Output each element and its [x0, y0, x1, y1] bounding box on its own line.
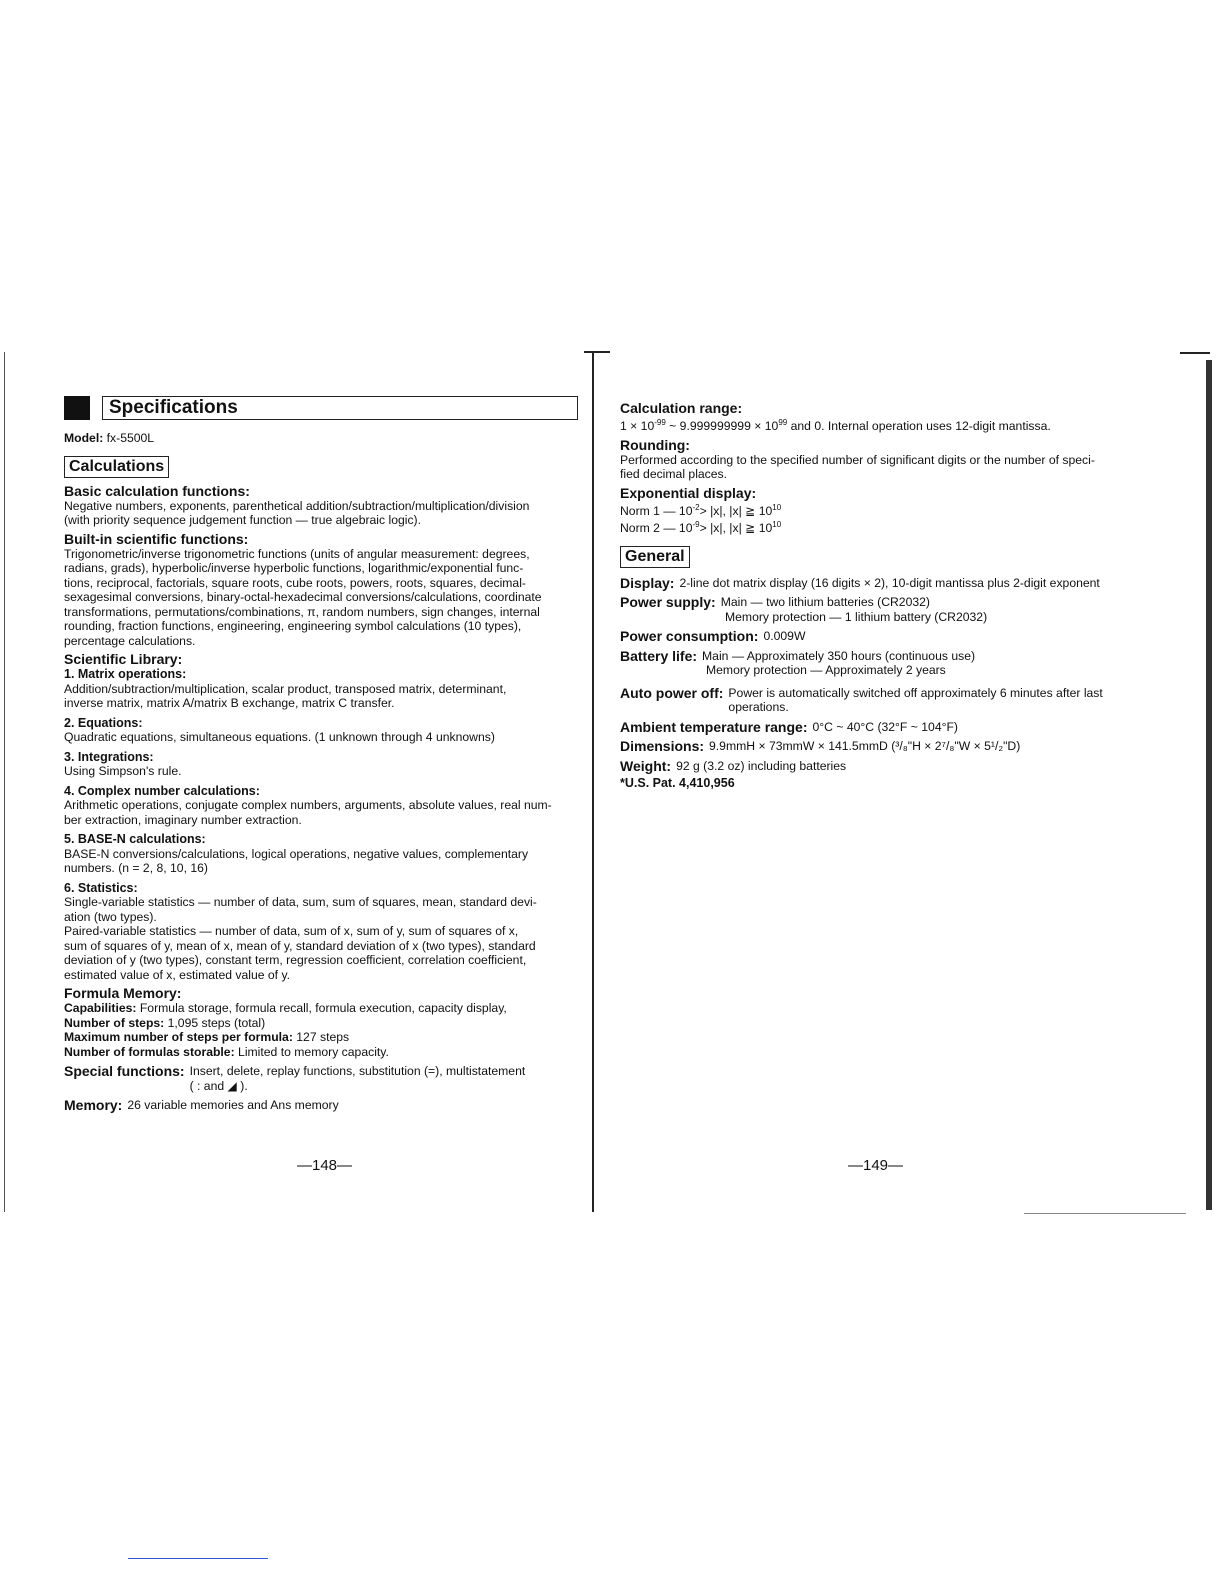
matrix-line: Addition/subtraction/multiplication, scalar product, transposed matrix, determinant, [64, 681, 507, 696]
range-c: and 0. Internal operation uses 12-digit mantissa. [787, 419, 1051, 434]
left-edge-line [4, 352, 5, 1212]
statistics-line: sum of squares of y, mean of x, mean of y, standard deviation of x (two types), standard [64, 938, 536, 953]
memory [64, 1098, 578, 1113]
builtin-line: rounding, fraction functions, engineering, engineering symbol calculations (10 types), [64, 619, 522, 633]
dim-label: Dimensions: [620, 738, 705, 755]
range-b: ~ 9.999999999 × 10 [665, 419, 779, 434]
apo-text [728, 686, 1102, 715]
consumption-spec [620, 629, 1140, 644]
weight-label: Weight: [620, 757, 672, 774]
norm2-exp: -9 [692, 520, 700, 530]
gutter-tick [584, 351, 610, 353]
section-header [64, 395, 578, 421]
display-label: Display: [620, 574, 675, 591]
patent: *U.S. Pat. 4,410,956 [620, 776, 735, 791]
complex-line: ber extraction, imaginary number extraction. [64, 812, 302, 827]
fm-num-label: Number of formulas storable: [64, 1044, 235, 1059]
apo-label: Auto power off: [620, 684, 724, 701]
fm-capabilities [64, 1001, 578, 1016]
statistics-heading: 6. Statistics: [64, 880, 138, 895]
sf-text-2: ( : and ◢ ). [189, 1078, 248, 1093]
footer-link-line [128, 1558, 268, 1559]
rounding-line: fied decimal places. [620, 467, 728, 482]
fm-steps [64, 1016, 578, 1031]
statistics-line: estimated value of x, estimated value of y. [64, 967, 291, 982]
builtin-line: Trigonometric/inverse trigonometric functions (units of angular measurement: degrees, [64, 546, 530, 561]
consumption-label: Power consumption: [620, 628, 759, 645]
norm-1 [620, 501, 1140, 519]
gutter-line [592, 352, 594, 1212]
temperature-spec [620, 720, 1140, 735]
display-text: 2-line dot matrix display (16 digits × 2), 10-digit mantissa plus 2-digit exponent [679, 575, 1100, 590]
formula-memory-heading: Formula Memory: [64, 985, 182, 1001]
basic-text-1: Negative numbers, exponents, parenthetical addition/subtraction/multiplication/division [64, 498, 530, 513]
power-text-1: Main — two lithium batteries (CR2032) [720, 595, 930, 610]
fm-cap-text: Formula storage, formula recall, formula execution, capacity display, [139, 1001, 507, 1015]
basen-line: numbers. (n = 2, 8, 10, 16) [64, 861, 208, 875]
range-text [620, 416, 1140, 434]
fm-num-text: Limited to memory capacity. [238, 1044, 389, 1059]
norm2-a: Norm 2 — 10 [620, 521, 693, 536]
range-heading: Calculation range: [620, 400, 743, 416]
rounding-heading: Rounding: [620, 436, 690, 453]
bottom-rule [1024, 1213, 1186, 1214]
norm2-b: > |x|, |x| ≧ 10 [699, 521, 773, 536]
norm1-b: > |x|, |x| ≧ 10 [699, 503, 773, 518]
statistics-line: ation (two types). [64, 909, 157, 924]
norm1-exp2: 10 [772, 502, 782, 512]
display-spec [620, 576, 1140, 591]
statistics-line: deviation of y (two types), constant term, regression coefficient, correlation coefficient, [64, 953, 527, 967]
right-edge-line [1206, 360, 1212, 1210]
complex-heading: 4. Complex number calculations: [64, 783, 260, 798]
memory-text: 26 variable memories and Ans memory [127, 1098, 339, 1112]
page-number-right: —149— [848, 1157, 904, 1174]
norm-2 [620, 518, 1140, 536]
builtin-line: percentage calculations. [64, 633, 196, 648]
dim-text: 9.9mmH × 73mmW × 141.5mmD (³/₈"H × 2⁷/₈"W × 5¹/₂"D) [709, 739, 1021, 754]
builtin-heading: Built-in scientific functions: [64, 530, 249, 547]
model-line [64, 431, 578, 446]
fm-max-text: 127 steps [296, 1030, 350, 1044]
norm1-a: Norm 1 — 10 [620, 503, 693, 518]
builtin-line: transformations, permutations/combinations, π, random numbers, sign changes, internal [64, 604, 540, 619]
model-label: Model: [64, 431, 104, 445]
equations-heading: 2. Equations: [64, 715, 143, 730]
builtin-line: tions, reciprocal, factorials, square roots, cube roots, powers, roots, squares, decimal- [64, 575, 526, 590]
library-heading: Scientific Library: [64, 651, 183, 667]
sf-text [190, 1064, 526, 1093]
weight-spec [620, 759, 1140, 774]
sf-text-1: Insert, delete, replay functions, substitution (=), multistatement [189, 1064, 526, 1078]
battery-spec [620, 649, 1140, 664]
apo-text-2: operations. [728, 700, 789, 715]
builtin-line: sexagesimal conversions, binary-octal-hexadecimal conversions/calculations, coordinate [64, 590, 542, 604]
special-functions [64, 1064, 578, 1093]
section-square-icon [64, 396, 90, 420]
power-label: Power supply: [620, 594, 716, 611]
range-exp-1: -99 [654, 418, 666, 427]
range-exp-2: 99 [778, 418, 788, 427]
left-page [64, 395, 578, 1113]
norm1-exp: -2 [692, 502, 700, 512]
exponential-heading: Exponential display: [620, 484, 757, 501]
fm-num [64, 1045, 578, 1060]
fm-steps-label: Number of steps: [64, 1015, 165, 1030]
model-value: fx-5500L [106, 431, 155, 445]
battery-text-2: Memory protection — Approximately 2 years [706, 663, 946, 678]
consumption-text: 0.009W [763, 629, 806, 644]
right-page [620, 400, 1140, 791]
temp-label: Ambient temperature range: [620, 718, 808, 735]
basen-heading: 5. BASE-N calculations: [64, 832, 206, 846]
weight-text: 92 g (3.2 oz) including batteries [676, 758, 847, 773]
fm-max-label: Maximum number of steps per formula: [64, 1030, 293, 1044]
section-title: Specifications [102, 396, 578, 420]
matrix-heading: 1. Matrix operations: [64, 667, 187, 681]
basic-text-2: (with priority sequence judgement function — true algebraic logic). [64, 513, 422, 527]
auto-power-off-spec [620, 686, 1140, 715]
general-heading: General [620, 546, 690, 568]
equations-line: Quadratic equations, simultaneous equations. (1 unknown through 4 unknowns) [64, 730, 495, 744]
complex-line: Arithmetic operations, conjugate complex numbers, arguments, absolute values, real num- [64, 798, 552, 812]
temp-text: 0°C ~ 40°C (32°F ~ 104°F) [812, 719, 958, 734]
power-spec [620, 595, 1140, 610]
basic-heading: Basic calculation functions: [64, 482, 250, 499]
integrations-heading: 3. Integrations: [64, 749, 154, 764]
statistics-line: Paired-variable statistics — number of data, sum of x, sum of y, sum of squares of x, [64, 924, 519, 938]
page-number-left: —148— [297, 1157, 353, 1174]
calculations-heading: Calculations [64, 456, 169, 478]
dimensions-spec [620, 739, 1140, 754]
basen-line: BASE-N conversions/calculations, logical operations, negative values, complementary [64, 846, 529, 861]
builtin-line: radians, grads), hyperbolic/inverse hyperbolic functions, logarithmic/exponential func- [64, 561, 524, 575]
range-a: 1 × 10 [620, 419, 655, 434]
battery-label: Battery life: [620, 647, 698, 664]
power-text-2: Memory protection — 1 lithium battery (CR2032) [725, 609, 988, 624]
sf-label: Special functions: [64, 1063, 185, 1079]
statistics-line: Single-variable statistics — number of data, sum, sum of squares, mean, standard devi- [64, 895, 537, 909]
fm-max [64, 1030, 578, 1045]
right-edge-tick [1180, 352, 1210, 354]
integrations-line: Using Simpson's rule. [64, 764, 182, 778]
norm2-exp2: 10 [772, 520, 782, 530]
battery-text-1: Main — Approximately 350 hours (continuous use) [702, 648, 976, 663]
matrix-line: inverse matrix, matrix A/matrix B exchange, matrix C transfer. [64, 696, 395, 710]
memory-label: Memory: [64, 1097, 123, 1113]
fm-cap-label: Capabilities: [64, 1001, 137, 1015]
fm-steps-text: 1,095 steps (total) [167, 1015, 266, 1030]
apo-text-1: Power is automatically switched off approximately 6 minutes after last [728, 685, 1103, 700]
rounding-line: Performed according to the specified number of significant digits or the number of speci- [620, 452, 1095, 467]
